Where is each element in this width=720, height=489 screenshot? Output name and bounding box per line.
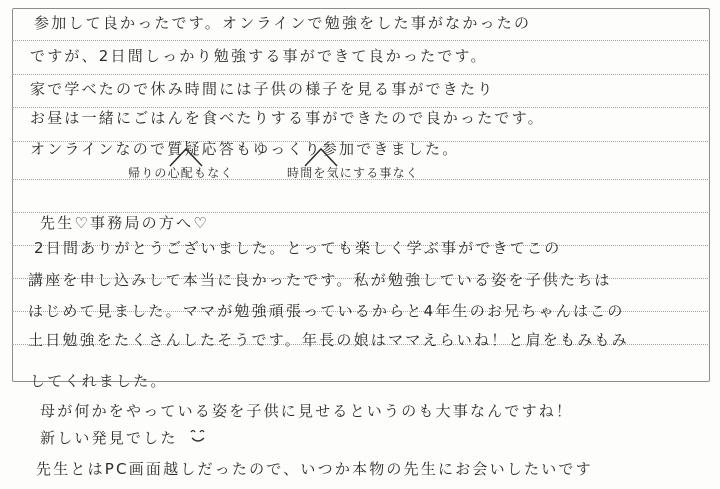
handwritten-line-9: 土日勉強をたくさんしたそうです。年長の娘はママえらいね！と肩をもみもみ	[28, 331, 629, 349]
handwritten-line-10: してくれました。	[30, 372, 168, 390]
handwritten-line-7: 講座を申し込みして本当に良かったです。私が勉強している姿を子供たちは	[28, 271, 612, 289]
handwritten-line-3: 家で学べたので休み時間には子供の様子を見る事ができたり	[30, 80, 495, 98]
handwritten-line-11: 母が何かをやっている姿を子供に見せるというのも大事なんですね！	[40, 402, 574, 420]
insertion-caret	[303, 146, 339, 168]
handwritten-line-6: 2日間ありがとうございました。とっても楽しく学ぶ事ができてこの	[34, 239, 562, 257]
handwritten-line-5: オンラインなので質疑応答もゆっくり参加できました。	[30, 140, 460, 158]
ruled-line	[12, 74, 710, 75]
ruled-line	[12, 40, 710, 41]
handwritten-line-1: 参加して良かったです。オンラインで勉強をした事がなかったの	[34, 14, 532, 32]
insertion-note-2: 時間を気にする事なく	[287, 166, 420, 180]
insertion-caret	[168, 146, 204, 168]
handwritten-line-8: はじめて見ました。ママが勉強頑張っているからと4年生のお兄ちゃんはこの	[28, 302, 625, 320]
ruled-line	[12, 212, 710, 213]
handwritten-greeting: 先生♡事務局の方へ♡	[40, 214, 209, 232]
handwritten-line-4: お昼は一緒にごはんを食べたりする事ができたので良かったです。	[30, 109, 545, 127]
ruled-line	[12, 107, 710, 108]
handwritten-line-12: 新しい発見でした	[40, 429, 178, 447]
smiley-doodle-icon	[188, 428, 208, 444]
handwritten-line-13: 先生とはPC画面越しだったので、いつか本物の先生にお会いしたいです	[36, 460, 593, 478]
insertion-note-1: 帰りの心配もなく	[128, 166, 234, 180]
handwritten-line-2: ですが、2日間しっかり勉強する事ができて良かったです。	[30, 47, 488, 65]
